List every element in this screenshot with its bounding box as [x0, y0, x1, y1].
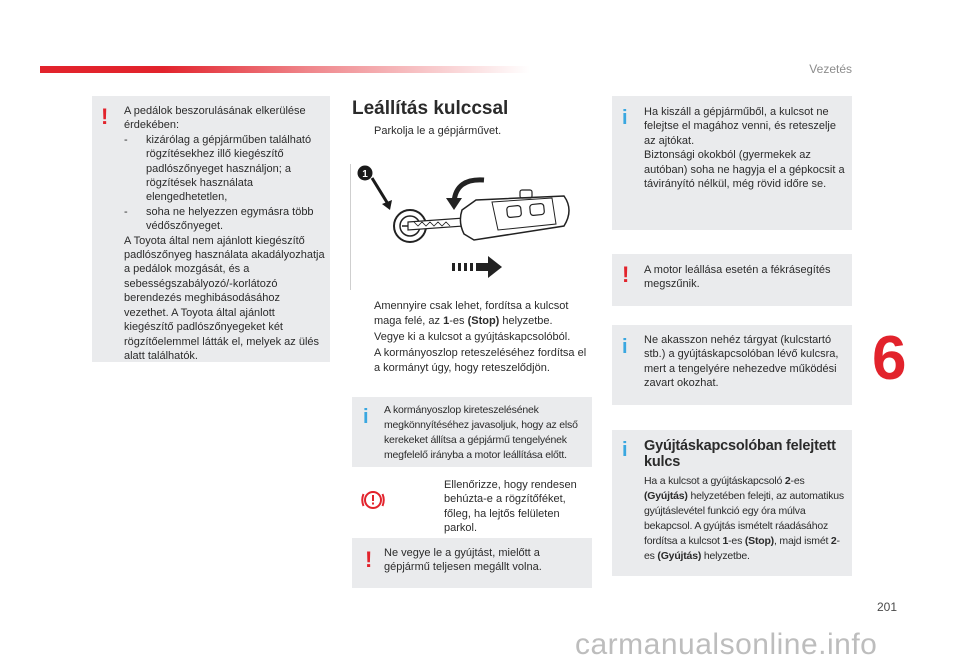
chapter-number: 6 [872, 324, 907, 393]
warning-icon: ! [622, 262, 630, 287]
page-title: Leállítás kulccsal [352, 98, 509, 119]
header-accent-bar [40, 66, 530, 73]
brake-assist-warning-box: ! A motor leállása esetén a fékrásegítés megszűnik. [612, 254, 852, 306]
pull-out-arrow-icon [452, 256, 502, 278]
pedal-warning-intro: A pedálok beszorulásának elkerülése érdekében: [124, 105, 306, 132]
illustration-divider [350, 164, 351, 290]
list-item: Parkolja le a gépjárművet. [352, 124, 592, 139]
info-icon: i [363, 406, 369, 428]
bullet-icon [352, 330, 374, 345]
list-item: Amennyire csak lehet, fordítsa a kulcsot maga felé, az 1-es (Stop) helyzetbe. [352, 299, 592, 329]
key-ignition-illustration [352, 160, 592, 290]
pedal-warning-box [92, 96, 330, 362]
list-item: - kizárólag a gépjárműben található rögzítésekhez illő kiegészítő padlószőnyeget használjon; a rögzítések használata elengedhetetlen, [124, 133, 312, 204]
brake-warning-icon [360, 487, 386, 513]
step-list [352, 299, 592, 377]
info-icon: i [622, 439, 628, 461]
warning-icon: ! [101, 104, 109, 129]
key-blade-icon [408, 218, 464, 230]
ignition-warning-box: ! Ne vegye le a gyújtást, mielőtt a gépjármű teljesen megállt volna. [352, 538, 592, 588]
bullet-icon [352, 299, 374, 329]
list-item: Vegye ki a kulcsot a gyújtáskapcsolóból. [352, 330, 592, 345]
info-icon: i [622, 336, 628, 358]
list-item: A kormányoszlop reteszeléséhez fordítsa el a kormányt úgy, hogy reteszelődjön. [352, 346, 592, 376]
list-item: Ellenőrizze, hogy rendesen behúzta-e a rögzítőféket, főleg, ha lejtős felületen parkol. [424, 478, 590, 536]
section-title: Vezetés [809, 62, 852, 76]
leave-vehicle-info-box: i Ha kiszáll a gépjárműből, a kulcsot ne felejtse el magához venni, és reteszelje az ajtókat. Biztonsági okokból (gyermekek az autóban) soha ne hagyja el a gépkocsit a távirányító nélkül, még rövid időre se. [612, 96, 852, 230]
heavy-object-info-box: i Ne akasszon nehéz tárgyat (kulcstartó stb.) a gyújtáskapcsolóban lévő kulcsra, mert a tengelyére nehezedve működési zavart okozhat. [612, 325, 852, 405]
remote-key-fob-icon [460, 190, 569, 240]
bullet-icon [424, 478, 444, 536]
pedal-warning-outro: A Toyota által nem ajánlott kiegészítő padlószőnyeg használata akadályozhatja a pedálok mozgását, és a sebességszabályozó/-korlátozó berendezés meghibásodásához vezethet. A Toyota által ajánlott kiegészítő padlószőnyegeket két rögzítőelemmel látták el, melyek az ülés alatt találhatók. [124, 234, 325, 362]
page-number: 201 [877, 600, 898, 614]
pointer-arrow [372, 178, 388, 204]
list-item: - soha ne helyezzen egymásra több védőszőnyeget. [124, 205, 314, 233]
bullet-icon [352, 346, 374, 376]
section-heading: Gyújtáskapcsolóban felejtett kulcs [644, 438, 836, 470]
step-list [352, 124, 592, 140]
steering-info-box: i A kormányoszlop kireteszelésének megkönnyítéséhez javasoljuk, hogy az első kerekeket állítsa a gépjármű tengelyének megfelelő irányba a motor leállítása előtt. [352, 397, 592, 467]
info-icon: i [622, 107, 628, 129]
callout-number: 1 [362, 169, 368, 180]
watermark: carmanualsonline.info [575, 628, 878, 661]
key-left-in-ignition-box: i Gyújtáskapcsolóban felejtett kulcs Ha a kulcsot a gyújtáskapcsoló 2-es (Gyújtás) helyzetében felejti, az automatikus gyújtáslevétel funkció egy óra múlva bekapcsol. A gyújtás ismételt ráadásához fordítsa a kulcsot 1-es (Stop), majd ismét 2-es (Gyújtás) helyzetbe. [612, 430, 852, 576]
handbrake-warning-box [352, 472, 592, 535]
warning-icon: ! [365, 547, 373, 572]
bullet-icon [352, 124, 374, 139]
